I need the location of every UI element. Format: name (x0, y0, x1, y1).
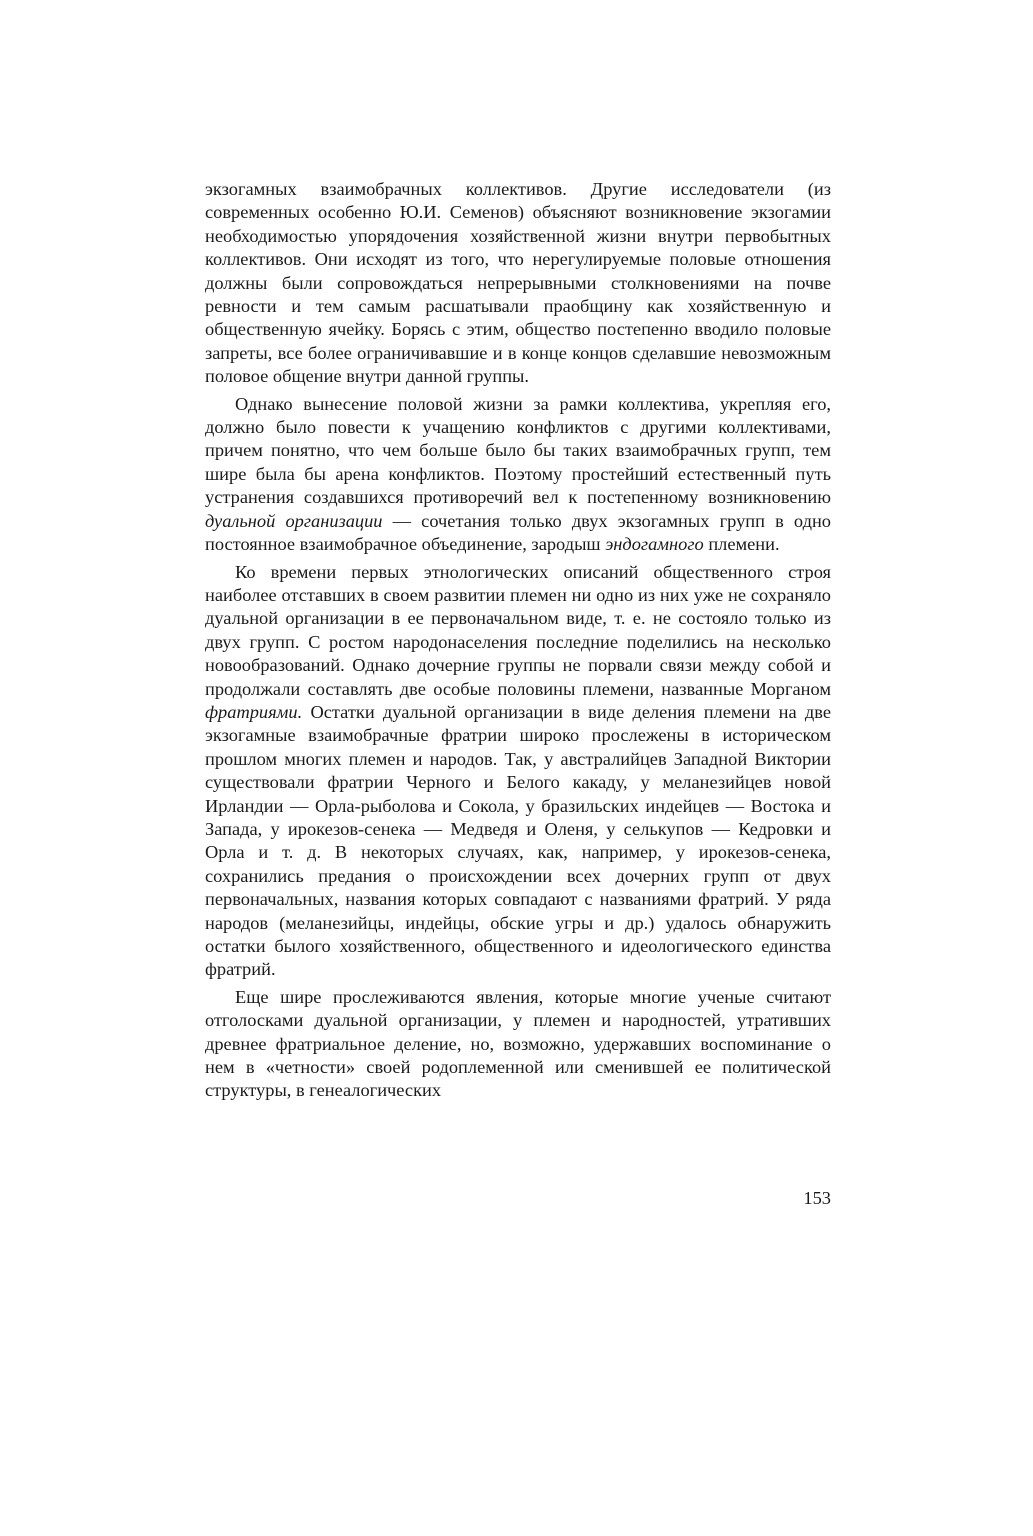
italic-term: фратриями. (205, 701, 303, 722)
text-run: Остатки дуальной организации в виде деления племени на две экзогамные взаимобрачные фратрии широко прослежены в историческом прошлом многих племен и народов. Так, у австралийцев Западной Виктории существовали фратрии Черного и Белого какаду, у меланезийцев новой Ирландии — Орла-рыболова и Сокола, у бразильских индейцев — Востока и Запада, у ирокезов-сенека — Медведя и Оленя, у селькупов — Кедровки и Орла и т. д. В некоторых случаях, как, например, у ирокезов-сенека, сохранились предания о происхождении всех дочерних групп от двух первоначальных, названия которых совпадают с названиями фратрий. У ряда народов (меланезийцы, индейцы, обские угры и др.) удалось обнаружить остатки былого хозяйственного, общественного и идеологического единства фратрий. (205, 701, 831, 980)
page-body (205, 178, 831, 1107)
paragraph (205, 178, 831, 389)
text-run: Ко времени первых этнологических описаний общественного строя наиболее отставших в своем развитии племен ни одно из них уже не сохраняло дуальной организации в ее первоначальном виде, т. е. не состояло только из двух групп. С ростом народонаселения последние поделились на несколько новообразований. Однако дочерние группы не порвали связи между собой и продолжали составлять две особые половины племени, названные Морганом (205, 561, 831, 699)
text-run: экзогамных взаимобрачных коллективов. Другие исследователи (из современных особенно Ю.И. Семенов) объясняют возникновение экзогамии необходимостью упорядочения хозяйственной жизни внутри первобытных коллективов. Они исходят из того, что нерегулируемые половые отношения должны были сопровождаться непрерывными столкновениями на почве ревности и тем самым расшатывали праобщину как хозяйственную и общественную ячейку. Борясь с этим, общество постепенно вводило половые запреты, все более ограничивавшие и в конце концов сделавшие невозможным половое общение внутри данной группы. (205, 179, 831, 387)
page-number: 153 (803, 1188, 831, 1208)
paragraph (205, 561, 831, 982)
italic-term: дуальной организации (205, 510, 383, 531)
text-run: Еще шире прослеживаются явления, которые многие ученые считают отголосками дуальной организации, у племен и народностей, утративших древнее фратриальное деление, но, возможно, удержавших воспоминание о нем в «четности» своей родоплеменной или сменившей ее политической структуры, в генеалогических (205, 986, 831, 1101)
text-run: племени. (703, 534, 780, 555)
paragraph (205, 986, 831, 1103)
text-run: Однако вынесение половой жизни за рамки коллектива, укрепляя его, должно было повести к учащению конфликтов с другими коллективами, причем понятно, что чем больше было бы таких взаимобрачных групп, тем шире была бы арена конфликтов. Поэтому простейший естественный путь устранения создавшихся противоречий вел к постепенному возникновению (205, 393, 831, 508)
paragraph (205, 393, 831, 557)
italic-term: эндогамного (605, 534, 704, 555)
text-run: — сочетания только двух экзогамных групп в одно постоянное взаимобрачное объединение, зародыш (205, 510, 831, 555)
